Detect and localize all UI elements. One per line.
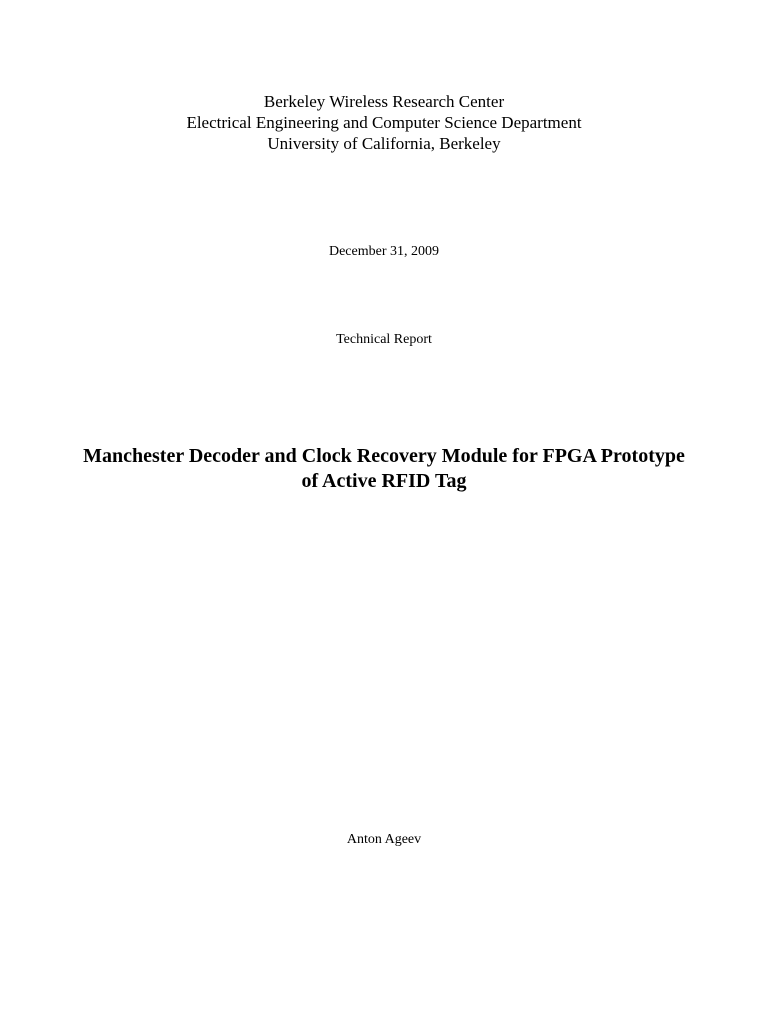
report-date: December 31, 2009 [328,244,440,259]
report-title-line-2: of Active RFID Tag [301,470,467,492]
report-title-line-1: Manchester Decoder and Clock Recovery Module for FPGA Prototype [83,445,685,467]
report-title [40,444,728,494]
report-type: Technical Report [336,332,432,347]
institution-center: Berkeley Wireless Research Center [263,92,505,111]
institution-department: Electrical Engineering and Computer Science Department [186,113,582,132]
institution-university: University of California, Berkeley [267,134,501,153]
institution-block [0,91,768,154]
report-author: Anton Ageev [346,832,422,847]
